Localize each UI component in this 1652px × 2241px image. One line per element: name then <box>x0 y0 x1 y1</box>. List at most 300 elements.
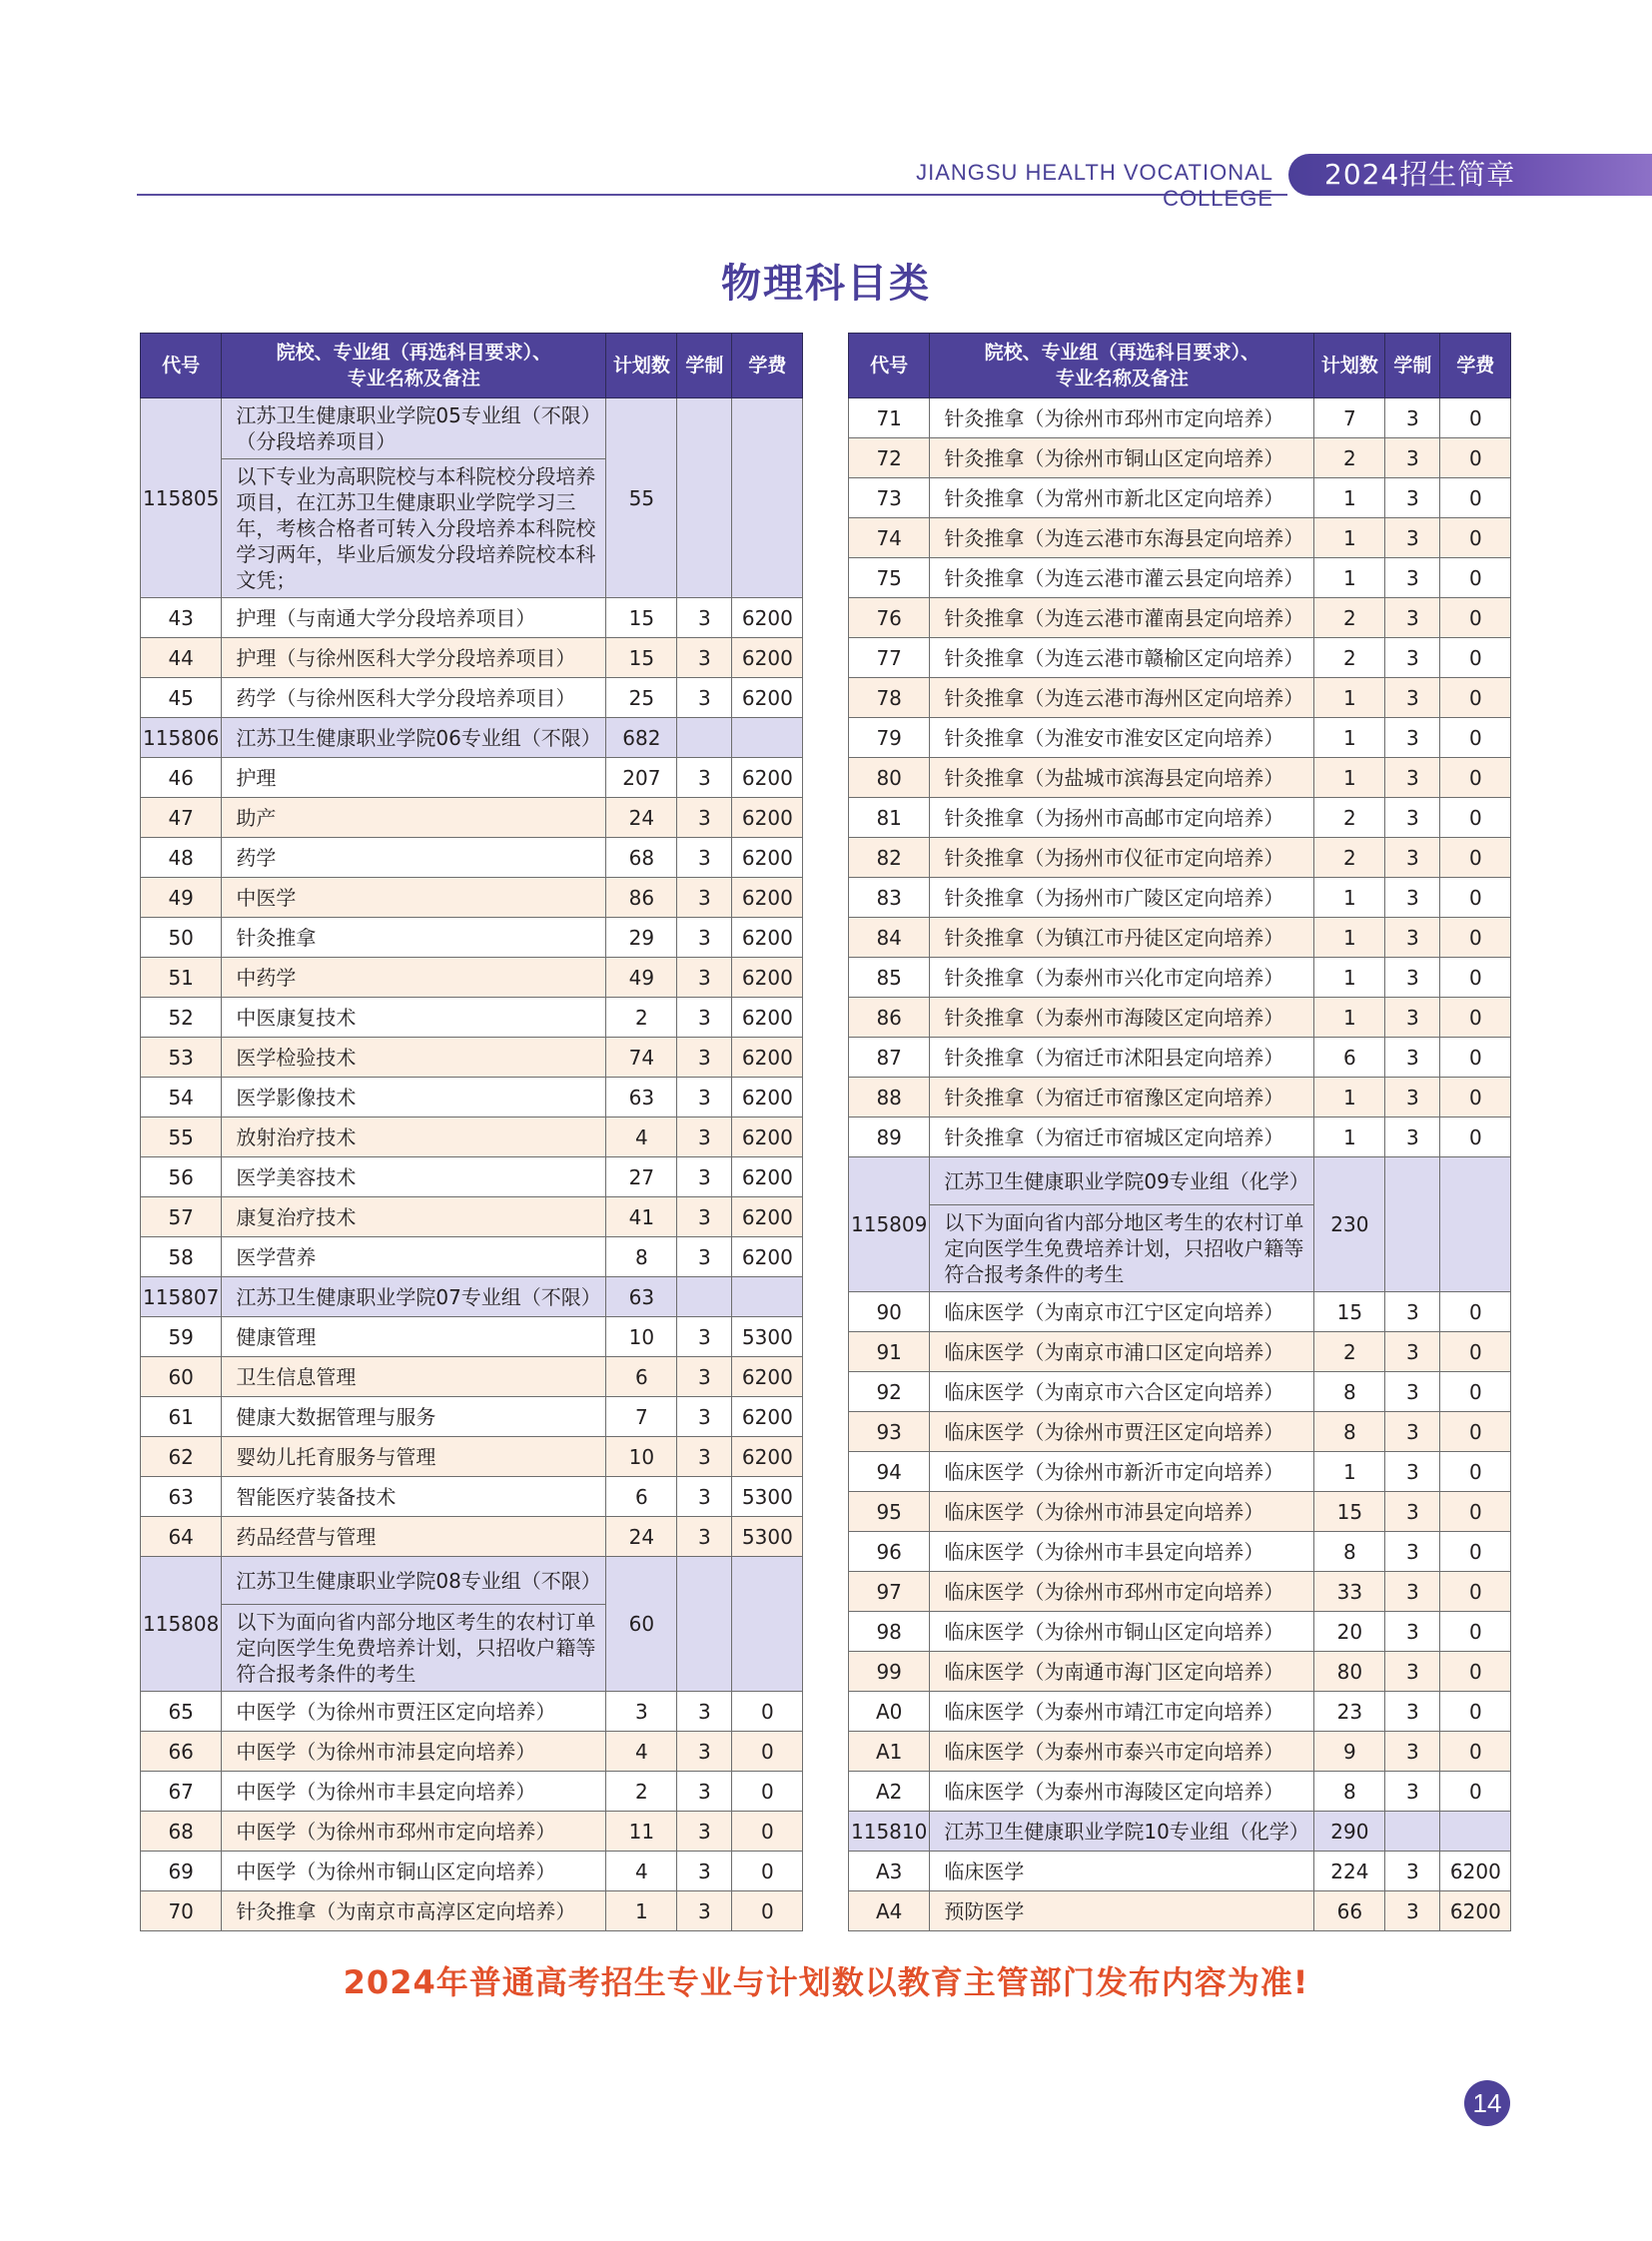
tuition-fee: 0 <box>1440 598 1511 638</box>
table-row <box>849 1332 1511 1372</box>
major-code: 49 <box>141 878 222 918</box>
plan-count: 1 <box>1314 998 1385 1038</box>
study-years: 3 <box>1385 398 1440 438</box>
plan-count: 2 <box>606 1772 677 1812</box>
major-code: 61 <box>141 1397 222 1437</box>
group-name: 江苏卫生健康职业学院10专业组（化学） <box>930 1812 1314 1852</box>
major-code: 78 <box>849 678 930 718</box>
table-row <box>849 1852 1511 1891</box>
tuition-fee: 0 <box>1440 1692 1511 1732</box>
plan-count: 2 <box>1314 838 1385 878</box>
major-code: 63 <box>141 1477 222 1517</box>
major-name: 针灸推拿（为宿迁市沭阳县定向培养） <box>930 1038 1314 1078</box>
tuition-fee: 6200 <box>732 878 803 918</box>
major-code: 67 <box>141 1772 222 1812</box>
table-row <box>141 1517 803 1557</box>
group-years-empty <box>677 398 732 598</box>
group-fee-empty <box>732 718 803 758</box>
study-years: 3 <box>677 1317 732 1357</box>
tuition-fee: 0 <box>1440 1572 1511 1612</box>
tuition-fee: 0 <box>1440 1732 1511 1772</box>
tuition-fee: 6200 <box>732 918 803 958</box>
study-years: 3 <box>1385 1852 1440 1891</box>
table-row <box>849 758 1511 798</box>
study-years: 3 <box>677 958 732 998</box>
major-code: A3 <box>849 1852 930 1891</box>
tuition-fee: 0 <box>1440 678 1511 718</box>
major-name: 针灸推拿（为徐州市铜山区定向培养） <box>930 438 1314 478</box>
plan-count: 86 <box>606 878 677 918</box>
study-years: 3 <box>677 598 732 638</box>
table-row <box>141 758 803 798</box>
plan-count: 6 <box>606 1357 677 1397</box>
plan-count: 1 <box>1314 958 1385 998</box>
major-code: 55 <box>141 1118 222 1157</box>
table-row <box>849 1038 1511 1078</box>
table-row <box>141 1692 803 1732</box>
major-name: 针灸推拿（为泰州市兴化市定向培养） <box>930 958 1314 998</box>
tuition-fee: 0 <box>1440 1118 1511 1157</box>
study-years: 3 <box>1385 798 1440 838</box>
plan-count: 1 <box>1314 1118 1385 1157</box>
study-years: 3 <box>1385 1692 1440 1732</box>
table-row <box>849 1891 1511 1931</box>
tuition-fee: 6200 <box>732 958 803 998</box>
group-plan: 230 <box>1314 1157 1385 1292</box>
major-code: 89 <box>849 1118 930 1157</box>
major-name: 临床医学（为南京市浦口区定向培养） <box>930 1332 1314 1372</box>
tuition-fee: 0 <box>732 1852 803 1891</box>
plan-count: 7 <box>606 1397 677 1437</box>
col-name-header: 院校、专业组（再选科目要求）、 专业名称及备注 <box>930 334 1314 398</box>
major-name: 针灸推拿（为连云港市灌云县定向培养） <box>930 558 1314 598</box>
table-row <box>849 1292 1511 1332</box>
table-row <box>141 958 803 998</box>
major-code: 74 <box>849 518 930 558</box>
major-code: A1 <box>849 1732 930 1772</box>
plan-count: 1 <box>1314 758 1385 798</box>
major-name: 针灸推拿（为扬州市高邮市定向培养） <box>930 798 1314 838</box>
major-code: 48 <box>141 838 222 878</box>
plan-count: 80 <box>1314 1652 1385 1692</box>
tuition-fee: 6200 <box>732 1118 803 1157</box>
major-name: 针灸推拿（为连云港市赣榆区定向培养） <box>930 638 1314 678</box>
major-name: 药品经营与管理 <box>222 1517 606 1557</box>
major-code: 87 <box>849 1038 930 1078</box>
col-fee-header: 学费 <box>732 334 803 398</box>
study-years: 3 <box>677 1357 732 1397</box>
major-name: 针灸推拿（为宿迁市宿城区定向培养） <box>930 1118 1314 1157</box>
tuition-fee: 0 <box>1440 558 1511 598</box>
major-code: 70 <box>141 1891 222 1931</box>
study-years: 3 <box>677 1732 732 1772</box>
tuition-fee: 5300 <box>732 1317 803 1357</box>
plan-count: 1 <box>1314 1078 1385 1118</box>
plan-count: 15 <box>606 638 677 678</box>
group-code: 115805 <box>141 398 222 598</box>
major-name: 临床医学（为徐州市沛县定向培养） <box>930 1492 1314 1532</box>
study-years: 3 <box>1385 1372 1440 1412</box>
major-name: 中医康复技术 <box>222 998 606 1038</box>
major-code: 71 <box>849 398 930 438</box>
major-name: 康复治疗技术 <box>222 1197 606 1237</box>
study-years: 3 <box>1385 1612 1440 1652</box>
major-name: 针灸推拿（为连云港市海州区定向培养） <box>930 678 1314 718</box>
tuition-fee: 0 <box>1440 1532 1511 1572</box>
study-years: 3 <box>677 1477 732 1517</box>
major-code: 65 <box>141 1692 222 1732</box>
table-row <box>141 1118 803 1157</box>
tuition-fee: 6200 <box>732 798 803 838</box>
group-row <box>849 1157 1511 1205</box>
major-name: 针灸推拿（为连云港市灌南县定向培养） <box>930 598 1314 638</box>
major-name: 中医学（为徐州市沛县定向培养） <box>222 1732 606 1772</box>
plan-count: 4 <box>606 1852 677 1891</box>
plan-count: 66 <box>1314 1891 1385 1931</box>
table-row <box>141 1317 803 1357</box>
tuition-fee: 5300 <box>732 1477 803 1517</box>
plan-count: 224 <box>1314 1852 1385 1891</box>
major-code: 97 <box>849 1572 930 1612</box>
group-fee-empty <box>732 1277 803 1317</box>
major-code: 53 <box>141 1038 222 1078</box>
col-years-header: 学制 <box>1385 334 1440 398</box>
study-years: 3 <box>1385 878 1440 918</box>
table-row <box>141 638 803 678</box>
major-name: 针灸推拿（为常州市新北区定向培养） <box>930 478 1314 518</box>
study-years: 3 <box>1385 1078 1440 1118</box>
plan-count: 74 <box>606 1038 677 1078</box>
plan-count: 20 <box>1314 1612 1385 1652</box>
study-years: 3 <box>677 1397 732 1437</box>
tuition-fee: 0 <box>1440 1612 1511 1652</box>
tuition-fee: 0 <box>1440 998 1511 1038</box>
tuition-fee: 0 <box>1440 878 1511 918</box>
tuition-fee: 0 <box>732 1812 803 1852</box>
tuition-fee: 0 <box>1440 1292 1511 1332</box>
plan-count: 8 <box>1314 1772 1385 1812</box>
major-code: 96 <box>849 1532 930 1572</box>
tuition-fee: 6200 <box>732 1078 803 1118</box>
tuition-fee: 0 <box>1440 1412 1511 1452</box>
major-name: 临床医学（为泰州市泰兴市定向培养） <box>930 1732 1314 1772</box>
tuition-fee: 6200 <box>732 1397 803 1437</box>
plan-count: 33 <box>1314 1572 1385 1612</box>
study-years: 3 <box>1385 1891 1440 1931</box>
table-row <box>849 678 1511 718</box>
major-code: 93 <box>849 1412 930 1452</box>
major-name: 护理（与南通大学分段培养项目） <box>222 598 606 638</box>
plan-count: 6 <box>1314 1038 1385 1078</box>
tuition-fee: 6200 <box>732 998 803 1038</box>
major-name: 健康大数据管理与服务 <box>222 1397 606 1437</box>
plan-count: 15 <box>606 598 677 638</box>
major-code: 90 <box>849 1292 930 1332</box>
plan-count: 8 <box>1314 1372 1385 1412</box>
major-code: 84 <box>849 918 930 958</box>
study-years: 3 <box>677 1517 732 1557</box>
plan-count: 8 <box>1314 1532 1385 1572</box>
group-code: 115808 <box>141 1557 222 1692</box>
table-row <box>141 1772 803 1812</box>
study-years: 3 <box>677 638 732 678</box>
major-name: 中医学 <box>222 878 606 918</box>
study-years: 3 <box>677 878 732 918</box>
major-code: 83 <box>849 878 930 918</box>
major-name: 卫生信息管理 <box>222 1357 606 1397</box>
major-code: 59 <box>141 1317 222 1357</box>
major-code: 52 <box>141 998 222 1038</box>
study-years: 3 <box>1385 1452 1440 1492</box>
study-years: 3 <box>677 1772 732 1812</box>
col-code-header: 代号 <box>849 334 930 398</box>
plan-count: 24 <box>606 798 677 838</box>
tuition-fee: 0 <box>1440 638 1511 678</box>
major-code: 79 <box>849 718 930 758</box>
plan-count: 15 <box>1314 1292 1385 1332</box>
col-plan-header: 计划数 <box>606 334 677 398</box>
tuition-fee: 0 <box>1440 1038 1511 1078</box>
tuition-fee: 0 <box>1440 958 1511 998</box>
plan-count: 23 <box>1314 1692 1385 1732</box>
table-row <box>141 1038 803 1078</box>
table-row <box>849 1452 1511 1492</box>
study-years: 3 <box>677 678 732 718</box>
plan-count: 6 <box>606 1477 677 1517</box>
major-code: 72 <box>849 438 930 478</box>
table-row <box>141 918 803 958</box>
table-row <box>849 1612 1511 1652</box>
group-row <box>141 398 803 459</box>
study-years: 3 <box>1385 478 1440 518</box>
plan-count: 1 <box>1314 918 1385 958</box>
tuition-fee: 0 <box>1440 438 1511 478</box>
study-years: 3 <box>1385 758 1440 798</box>
brochure-badge: 2024招生简章 <box>1288 154 1652 196</box>
major-code: 95 <box>849 1492 930 1532</box>
tuition-fee: 0 <box>1440 1078 1511 1118</box>
major-code: 73 <box>849 478 930 518</box>
study-years: 3 <box>1385 1292 1440 1332</box>
major-name: 药学（与徐州医科大学分段培养项目） <box>222 678 606 718</box>
major-name: 护理（与徐州医科大学分段培养项目） <box>222 638 606 678</box>
table-row <box>141 1157 803 1197</box>
major-name: 临床医学（为南通市海门区定向培养） <box>930 1652 1314 1692</box>
tuition-fee: 0 <box>732 1692 803 1732</box>
table-row <box>849 478 1511 518</box>
major-name: 临床医学（为南京市江宁区定向培养） <box>930 1292 1314 1332</box>
col-name-header: 院校、专业组（再选科目要求）、 专业名称及备注 <box>222 334 606 398</box>
major-name: 药学 <box>222 838 606 878</box>
study-years: 3 <box>1385 638 1440 678</box>
major-code: 80 <box>849 758 930 798</box>
group-years-empty <box>1385 1812 1440 1852</box>
major-name: 医学影像技术 <box>222 1078 606 1118</box>
major-name: 针灸推拿（为淮安市淮安区定向培养） <box>930 718 1314 758</box>
table-row <box>849 998 1511 1038</box>
plan-count: 1 <box>1314 678 1385 718</box>
table-row <box>141 1078 803 1118</box>
study-years: 3 <box>1385 518 1440 558</box>
group-name: 江苏卫生健康职业学院05专业组（不限）（分段培养项目） <box>222 398 606 459</box>
table-row <box>141 1477 803 1517</box>
major-code: 92 <box>849 1372 930 1412</box>
table-row <box>141 1852 803 1891</box>
table-row <box>849 1572 1511 1612</box>
plan-count: 2 <box>606 998 677 1038</box>
plan-count: 25 <box>606 678 677 718</box>
group-plan: 60 <box>606 1557 677 1692</box>
table-row <box>849 1532 1511 1572</box>
major-name: 智能医疗装备技术 <box>222 1477 606 1517</box>
tuition-fee: 0 <box>1440 798 1511 838</box>
study-years: 3 <box>1385 1652 1440 1692</box>
tuition-fee: 0 <box>1440 838 1511 878</box>
major-code: 45 <box>141 678 222 718</box>
tuition-fee: 6200 <box>732 598 803 638</box>
major-name: 针灸推拿（为连云港市东海县定向培养） <box>930 518 1314 558</box>
table-row <box>141 1357 803 1397</box>
major-name: 临床医学（为徐州市贾汪区定向培养） <box>930 1412 1314 1452</box>
tuition-fee: 6200 <box>732 1197 803 1237</box>
tuition-fee: 6200 <box>732 678 803 718</box>
study-years: 3 <box>1385 1772 1440 1812</box>
major-name: 针灸推拿（为扬州市广陵区定向培养） <box>930 878 1314 918</box>
group-code: 115807 <box>141 1277 222 1317</box>
major-code: 43 <box>141 598 222 638</box>
tuition-fee: 6200 <box>732 758 803 798</box>
tuition-fee: 0 <box>1440 1652 1511 1692</box>
major-name: 针灸推拿（为徐州市邳州市定向培养） <box>930 398 1314 438</box>
group-years-empty <box>677 718 732 758</box>
major-code: 85 <box>849 958 930 998</box>
group-name: 江苏卫生健康职业学院08专业组（不限） <box>222 1557 606 1605</box>
table-row <box>849 1492 1511 1532</box>
major-name: 健康管理 <box>222 1317 606 1357</box>
group-code: 115810 <box>849 1812 930 1852</box>
major-name: 临床医学 <box>930 1852 1314 1891</box>
major-code: 77 <box>849 638 930 678</box>
table-row <box>141 1891 803 1931</box>
major-name: 临床医学（为徐州市铜山区定向培养） <box>930 1612 1314 1652</box>
major-code: A4 <box>849 1891 930 1931</box>
plan-count: 2 <box>1314 438 1385 478</box>
plan-count: 1 <box>606 1891 677 1931</box>
group-code: 115809 <box>849 1157 930 1292</box>
page-number: 14 <box>1464 2080 1510 2126</box>
plan-count: 9 <box>1314 1732 1385 1772</box>
major-name: 临床医学（为徐州市新沂市定向培养） <box>930 1452 1314 1492</box>
major-name: 放射治疗技术 <box>222 1118 606 1157</box>
col-fee-header: 学费 <box>1440 334 1511 398</box>
plan-count: 1 <box>1314 558 1385 598</box>
major-code: 75 <box>849 558 930 598</box>
major-code: 57 <box>141 1197 222 1237</box>
table-row <box>141 598 803 638</box>
study-years: 3 <box>1385 1332 1440 1372</box>
study-years: 3 <box>1385 558 1440 598</box>
plan-count: 2 <box>1314 798 1385 838</box>
major-code: 54 <box>141 1078 222 1118</box>
plan-count: 1 <box>1314 518 1385 558</box>
tuition-fee: 0 <box>1440 518 1511 558</box>
group-fee-empty <box>732 398 803 598</box>
major-code: 58 <box>141 1237 222 1277</box>
group-row <box>141 1277 803 1317</box>
major-name: 针灸推拿（为宿迁市宿豫区定向培养） <box>930 1078 1314 1118</box>
table-row <box>141 1237 803 1277</box>
study-years: 3 <box>677 1812 732 1852</box>
major-code: 91 <box>849 1332 930 1372</box>
major-name: 中医学（为徐州市铜山区定向培养） <box>222 1852 606 1891</box>
major-code: 98 <box>849 1612 930 1652</box>
table-row <box>849 1078 1511 1118</box>
major-name: 针灸推拿（为泰州市海陵区定向培养） <box>930 998 1314 1038</box>
study-years: 3 <box>1385 1038 1440 1078</box>
major-code: 47 <box>141 798 222 838</box>
study-years: 3 <box>677 1078 732 1118</box>
major-code: 68 <box>141 1812 222 1852</box>
plan-count: 7 <box>1314 398 1385 438</box>
table-row <box>849 718 1511 758</box>
enrollment-table-right <box>848 333 1511 1931</box>
study-years: 3 <box>1385 1732 1440 1772</box>
plan-count: 4 <box>606 1118 677 1157</box>
tuition-fee: 0 <box>1440 718 1511 758</box>
tuition-fee: 0 <box>1440 1772 1511 1812</box>
major-code: 94 <box>849 1452 930 1492</box>
col-code-header: 代号 <box>141 334 222 398</box>
plan-count: 11 <box>606 1812 677 1852</box>
major-name: 护理 <box>222 758 606 798</box>
tuition-fee: 6200 <box>732 1237 803 1277</box>
tuition-fee: 0 <box>732 1732 803 1772</box>
tuition-fee: 6200 <box>1440 1891 1511 1931</box>
table-row <box>849 638 1511 678</box>
table-row <box>849 558 1511 598</box>
table-header-row <box>141 334 803 398</box>
major-name: 中药学 <box>222 958 606 998</box>
study-years: 3 <box>677 1157 732 1197</box>
group-note: 以下为面向省内部分地区考生的农村订单定向医学生免费培养计划，只招收户籍等符合报考条件的考生 <box>222 1605 606 1692</box>
tuition-fee: 6200 <box>732 838 803 878</box>
table-row <box>849 958 1511 998</box>
study-years: 3 <box>1385 1572 1440 1612</box>
tuition-fee: 0 <box>1440 1492 1511 1532</box>
table-row <box>141 678 803 718</box>
study-years: 3 <box>677 1237 732 1277</box>
enrollment-table-left <box>140 333 803 1931</box>
table-row <box>141 838 803 878</box>
tuition-fee: 0 <box>732 1772 803 1812</box>
table-row <box>141 1812 803 1852</box>
group-years-empty <box>1385 1157 1440 1292</box>
tuition-fee: 0 <box>732 1891 803 1931</box>
table-row <box>849 1652 1511 1692</box>
table-row <box>141 1397 803 1437</box>
group-name: 江苏卫生健康职业学院09专业组（化学） <box>930 1157 1314 1205</box>
plan-count: 8 <box>1314 1412 1385 1452</box>
study-years: 3 <box>1385 838 1440 878</box>
plan-count: 63 <box>606 1078 677 1118</box>
tuition-fee: 6200 <box>732 1357 803 1397</box>
major-code: 66 <box>141 1732 222 1772</box>
tuition-fee: 0 <box>1440 1452 1511 1492</box>
study-years: 3 <box>1385 678 1440 718</box>
major-name: 中医学（为徐州市邳州市定向培养） <box>222 1812 606 1852</box>
table-row <box>849 1412 1511 1452</box>
table-row <box>849 438 1511 478</box>
